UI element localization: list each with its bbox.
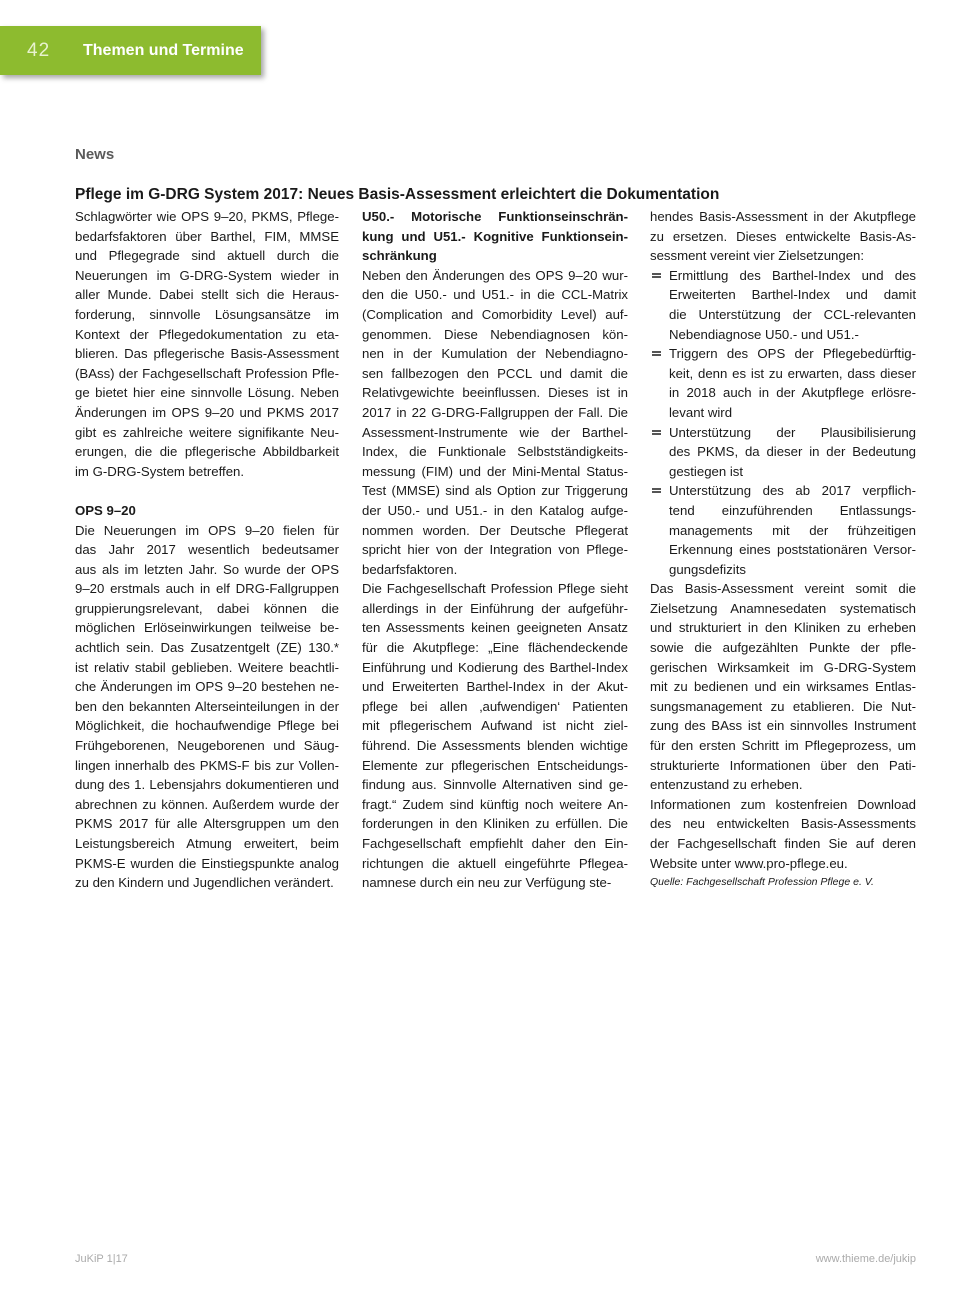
text-line: ist relativ stabil geblieben. Weitere beachtli- (75, 659, 339, 675)
text-line: Kontext der Pflegedokumentation zu eta- (75, 326, 339, 342)
text-line: für den ersten Schritt im Pflegeprozess, um (650, 738, 916, 754)
text-line: den die U50.- und U51.- in die CCL-Matrix (362, 287, 628, 303)
paragraph (75, 521, 339, 893)
text-line: levant wird (669, 404, 733, 420)
text-line: Neben den Änderungen des OPS 9–20 wur- (362, 267, 628, 283)
text-line: PKMS 2017 für alle Altersgruppen um den (75, 816, 339, 832)
text-line: forderung, sinnvolle Lösungsansätze im (75, 306, 339, 322)
text-line: Zielsetzung Anamnesedaten systematisch (650, 600, 916, 616)
text-line: Die Neuerungen im OPS 9–20 fielen für (75, 522, 339, 538)
footer-website: www.thieme.de/jukip (815, 1253, 916, 1265)
paragraph (75, 207, 339, 481)
text-line: richtungen die aktuell eingeführte Pflegea- (362, 855, 628, 871)
text-line: (BAss) der Fachgesellschaft Profession Pfle- (75, 365, 339, 381)
text-line: Triggern des OPS der Pflegebedürftig- (669, 346, 916, 362)
text-line: achtlich sein. Das Zusatzentgelt (ZE) 130.* (75, 640, 339, 656)
page-number: 42 (27, 39, 51, 61)
text-line: 2017 in 22 G-DRG-Fallgruppen der Fall. Die (362, 404, 628, 420)
text-line: tend einzuführenden Entlassungs- (669, 502, 916, 518)
text-line: Schlagwörter wie OPS 9–20, PKMS, Pflege- (75, 209, 339, 224)
section-heading: OPS 9–20 (75, 502, 136, 518)
text-line: U50.- Motorische Funktionseinschrän- (362, 209, 628, 224)
text-line: Nebendiagnose U50.- und U51.- (669, 326, 859, 342)
text-line: Leistungsbereich Atmung erweitert, beim (75, 836, 339, 851)
text-line: blieren. Das pflegerische Basis-Assessment (75, 346, 339, 362)
text-line: dung des 1. Lebensjahrs dokumentieren und (75, 777, 339, 793)
paragraph (650, 579, 916, 795)
text-line: (Complication and Comorbidity Level) auf- (362, 306, 628, 322)
text-line: mit zu bedienen und ein wirksames Entlas- (650, 679, 916, 695)
category-label: News (75, 146, 115, 163)
text-line: sen fallbezogen den PCCL und damit die (362, 365, 628, 381)
text-line: Elemente zur pflegerischen Entscheidungs- (362, 757, 628, 773)
footer-journal: JuKiP 1|17 (75, 1253, 128, 1265)
text-line: entenzustand zu erheben. (650, 777, 803, 793)
text-line: Einführung und Kodierung des Barthel-Index (362, 659, 628, 675)
article-column-3 (650, 207, 916, 893)
text-line: sessment vereint vier Zielsetzungen: (650, 248, 865, 264)
text-line: gestiegen ist (669, 463, 744, 479)
text-line: für die Akutpflege: „Eine flächendeckende (362, 640, 628, 656)
text-line: keit, denn es ist zu erwarten, dass dieser (669, 365, 916, 381)
section-heading (362, 207, 628, 266)
text-line: ten Assessments keinen geeigneten Ansatz (362, 620, 628, 636)
list-item (650, 344, 916, 422)
text-line: sungsmanagement zu etablieren. Die Nut- (650, 698, 916, 714)
text-line: Das Basis-Assessment vereint somit die (650, 581, 916, 597)
section-title: Themen und Termine (83, 41, 244, 59)
text-line: gerischen Wirksamkeit im G-DRG-System (650, 659, 916, 675)
text-line: allerdings in der Einführung der aufgeführ- (362, 600, 628, 616)
text-line: im G-DRG-System betreffen. (75, 463, 245, 479)
list-item (650, 481, 916, 579)
text-line: des neu entwickelten Basis-Assessments (650, 816, 916, 832)
text-line: sowie die aufgezählten Punkte der pfle- (650, 640, 916, 656)
text-line: bedarfsfaktoren über Barthel, FIM, MMSE (75, 228, 339, 244)
paragraph (650, 207, 916, 266)
text-line: namnese durch ein neu zur Verfügung ste- (362, 875, 612, 891)
text-line: und Erweiterten Barthel-Index in der Akut- (362, 679, 628, 695)
text-line: genommen. Diese Nebendiagnosen kön- (362, 326, 628, 342)
text-line: pflege bei allen ‚aufwendigen‘ Patienten (362, 698, 628, 714)
text-line: ben den bekannten Alterseinteilungen in der (75, 698, 339, 714)
text-line: Relativgewichte beeinflussen. Dieses ist in (362, 385, 628, 401)
text-line: spricht hier von der Integration von Pflege- (362, 542, 628, 558)
text-line: gungsdefizits (669, 561, 746, 577)
text-line: und Pflegegrade sind aktuell durch die (75, 248, 339, 264)
text-line: Test (MMSE) sind als Option zur Triggerung (362, 483, 628, 499)
text-line: che Änderungen im OPS 9–20 bestehen ne- (75, 679, 339, 695)
text-line: fragt.“ Zudem sind künftig noch weitere An- (362, 796, 628, 812)
text-line: Änderungen im OPS 9–20 und PKMS 2017 (75, 404, 339, 420)
text-line: des PKMS, da dieser in der Bedeutung (669, 444, 916, 460)
text-line: das Jahr 2017 wesentlich bedeutsamer (75, 542, 339, 558)
text-line: erungen, die die pflegerische Abbildbarkeit (75, 444, 339, 460)
goal-list (650, 266, 916, 580)
text-line: Neuerungen im G-DRG-System wieder in (75, 267, 339, 283)
text-line: Informationen zum kostenfreien Download (650, 796, 916, 812)
text-line: Website unter www.pro-pflege.eu. (650, 855, 848, 871)
text-line: Ermittlung des Barthel-Index und des (669, 267, 916, 283)
text-line: der Fachgesellschaft finden Sie auf deren (650, 836, 916, 851)
text-line: in 2018 auch in der Akutpflege erlösre- (669, 385, 916, 401)
text-line: gibt es zahlreiche weitere signifikante Neu- (75, 424, 339, 440)
text-line: der U50.- und U51.- in den Katalog aufge- (362, 502, 628, 518)
text-line: zung des BAss ist ein sinnvolles Instrument (650, 718, 916, 734)
paragraph (362, 579, 628, 893)
text-line: zu ersetzen. Dieses entwickelte Basis-As- (650, 228, 916, 244)
text-line: PKMS-E wurden die Einstiegspunkte analog (75, 855, 339, 871)
article-headline: Pflege im G-DRG System 2017: Neues Basis-Assessment erleichtert die Dokumentation (75, 186, 720, 203)
text-line: zu den Kindern und Jugendlichen verändert. (75, 875, 334, 891)
text-line: gruppierungsrelevant, dabei können die (75, 600, 339, 616)
text-line: aller Munde. Dabei stellt sich die Heraus- (75, 287, 339, 303)
text-line: 9–20 erstmals auch in elf DRG-Fallgruppen (75, 581, 339, 597)
text-line: mit pflegerischem Aufwand ist nicht ziel- (362, 718, 628, 734)
text-line: hendes Basis-Assessment in der Akutpflege (650, 209, 916, 224)
text-line: nen in der Kumulation der Nebendiagno- (362, 346, 628, 362)
text-line: schränkung (362, 248, 437, 264)
text-line: Fachgesellschaft empfiehlt daher den Ein- (362, 836, 628, 851)
paragraph (362, 266, 628, 580)
text-line: Unterstützung des ab 2017 verpflich- (669, 483, 916, 499)
list-item (650, 266, 916, 344)
text-line: Erkennung eines poststationären Versor- (669, 542, 916, 558)
paragraph (650, 795, 916, 873)
text-line: und strukturiert in den Kliniken zu erheben (650, 620, 916, 636)
article-column-1 (75, 207, 339, 893)
text-line: Erweiterten Barthel-Index und damit (669, 287, 916, 303)
text-line: strukturierte Informationen über den Pati- (650, 757, 916, 773)
text-line: die Unterstützung der CCL-relevanten (669, 306, 916, 322)
text-line: nommen worden. Der Deutsche Pflegerat (362, 522, 628, 538)
text-line: Assessment-Instrumente wie der Barthel- (362, 424, 628, 440)
article-column-2 (362, 207, 628, 893)
text-line: führend. Die Assessments blenden wichtige (362, 738, 628, 754)
text-line: lingen innerhalb des PKMS-F bis zur Vollen- (75, 757, 339, 773)
text-line: forderungen in den Kliniken zu erfüllen. Die (362, 816, 628, 832)
text-line: Möglichkeit, die hochaufwendige Pflege bei (75, 718, 339, 734)
text-line: managements mit der frühzeitigen (669, 522, 916, 538)
text-line: kung und U51.- Kognitive Funktionsein- (362, 228, 628, 244)
list-item (650, 423, 916, 482)
text-line: ge bietet hier eine sinnvolle Lösung. Neben (75, 385, 339, 401)
section-header-tab (0, 26, 261, 75)
text-line: messung (FIM) und der Mini-Mental Status- (362, 463, 628, 479)
text-line: Die Fachgesellschaft Profession Pflege sieht (362, 581, 628, 597)
text-line: bedarfsfaktoren. (362, 561, 458, 577)
text-line: aus als im letzten Jahr. So wurde der OPS (75, 561, 339, 577)
source-note: Quelle: Fachgesellschaft Profession Pflege e. V. (650, 876, 874, 889)
text-line: Unterstützung der Plausibilisierung (669, 424, 916, 440)
text-line: Index, die Funktionale Selbstständigkeits- (362, 444, 628, 460)
text-line: Frühgeborenen, Neugeborenen und Säug- (75, 738, 339, 754)
text-line: abrechnen zu können. Außerdem wurde der (75, 796, 339, 812)
text-line: findung aus. Sinnvolle Alternativen sind ge- (362, 777, 628, 793)
text-line: möglichen Erlöseinwirkungen teilweise be- (75, 620, 339, 636)
